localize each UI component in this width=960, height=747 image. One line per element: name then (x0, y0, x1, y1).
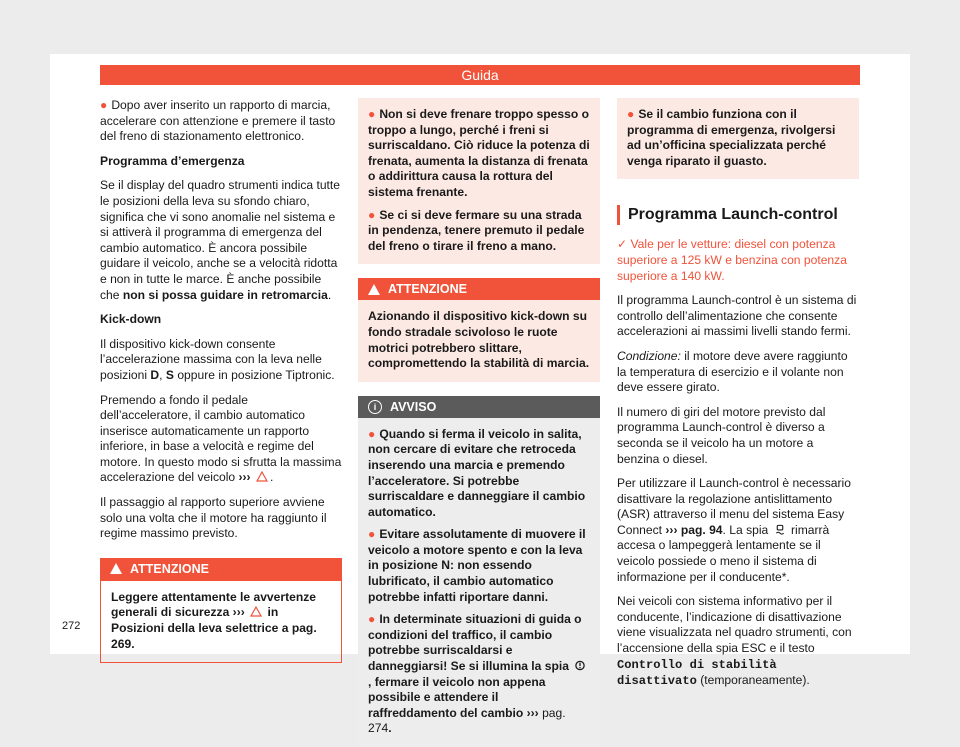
warning-box-body: Azionando il dispositivo kick-down su fondo stradale scivoloso le ruote motrici potrebbero slittare, compromettendo la stabilità di marcia. (358, 300, 600, 381)
emergency-paragraph: Se il display del quadro strumenti indica tutte le posizioni della leva su sfondo chiaro, significa che vi sono anomalie nel sistema e si attiverà il programma di emergenza del cambio automatico. È ancora possibile guidare il veicolo, anche se a velocità ridotta e non in tutte le marce. È anche possibile che non si possa guidare in retromarcia. (100, 178, 340, 302)
column-3 (617, 98, 859, 699)
bullet-icon: ● (100, 98, 108, 112)
cross-ref-link[interactable]: ››› (238, 470, 251, 485)
kickdown-paragraph-3: Il passaggio al rapporto superiore avviene solo una volta che il motore ha raggiunto il regime massimo previsto. (100, 495, 327, 541)
kickdown-paragraph-1: Il dispositivo kick-down consente l’accelerazione massima con la leva nelle posizioni D, S oppure in posizione Tiptronic. (100, 336, 335, 382)
cross-ref-link[interactable]: ››› (526, 705, 539, 720)
warning-box-2 (358, 278, 600, 381)
warning-triangle-icon (110, 563, 122, 574)
intro-paragraph: ● Dopo aver inserito un rapporto di marcia, accelerare con attenzione e premere il tasto del freno di stazionamento elettronico. (100, 98, 336, 144)
section-title: Programma Launch-control (617, 205, 859, 225)
notice-box-body (358, 418, 600, 747)
launch-paragraph-4: Per utilizzare il Launch-control è necessario disattivare la regolazione antislittamento (ASR) attraverso il menu del sistema Easy Connect ››› pag. 94. La spia rimarrà accesa o lampeggerà lentamente se il veicolo possiede o meno il sistema di informazione per il conducente*. (617, 476, 851, 584)
gearbox-warning-light-icon (574, 660, 586, 671)
check-icon: ✓ (617, 237, 628, 252)
page-number: 272 (62, 620, 81, 632)
list-item: ● Non si deve frenare troppo spesso o troppo a lungo, perché i freni si surriscaldano. Ciò riduce la potenza di frenata, aumenta la distanza di frenata o addirittura causa la rottura del sistema frenante. (368, 107, 590, 199)
launch-paragraph-3: Il numero di giri del motore previsto dal programma Launch-control è diverso a seconda se il veicolo ha un motore a benzina o diesel. (617, 404, 826, 466)
list-item: ● In determinate situazioni di guida o condizioni del traffico, il cambio potrebbe surriscaldarsi e danneggiarsi! Se si illumina la spia , fermare il veicolo non appena possibile e attendere il raffreddamento del cambio ››› pag. 274. (368, 612, 590, 737)
warning-continued-box (358, 98, 600, 264)
warning-box-1 (100, 558, 342, 663)
cross-ref-link[interactable]: ››› (232, 605, 245, 620)
list-item: ● Quando si ferma il veicolo in salita, non cercare di evitare che retroceda inserendo una marcia e premendo l’acceleratore. Si potrebbe surriscaldare e danneggiare il cambio automatico. (368, 426, 586, 519)
list-item: ● Se ci si deve fermare su una strada in pendenza, tenere premuto il pedale del freno o tirare il freno a mano. (368, 207, 585, 253)
warning-triangle-icon (256, 471, 268, 482)
warning-triangle-icon (250, 606, 262, 617)
kickdown-paragraph-2: Premendo a fondo il pedale dell’acceleratore, il cambio automatico inserisce automaticamente un rapporto inferiore, in base a velocità e regime del motore. In questo modo si sfrutta la massima accelerazione del veicolo ››› . (100, 392, 342, 485)
bullet-icon: ● (368, 207, 376, 222)
notice-box-header: i AVVISO (358, 396, 600, 418)
info-icon: i (368, 400, 382, 414)
bullet-icon: ● (368, 527, 376, 542)
emergency-heading: Programma d’emergenza (100, 153, 245, 168)
column-1 (100, 98, 342, 663)
list-item: ● Evitare assolutamente di muovere il veicolo a motore spento e con la leva in posizione N: non essendo lubrificato, il cambio automatico potrebbe infatti riportare danni. (368, 527, 586, 604)
column-2 (358, 98, 600, 747)
page-header: Guida (100, 65, 860, 85)
launch-paragraph-2: Condizione: il motore deve avere raggiunto la temperatura di esercizio e il volante non deve essere girato. (617, 348, 848, 395)
traction-control-light-icon (774, 524, 786, 535)
warning-box-body: Leggere attentamente le avvertenze generali di sicurezza ››› in Posizioni della leva selettrice a pag. 269. (100, 580, 342, 663)
launch-paragraph-1: Il programma Launch-control è un sistema di controllo dell’alimentazione che consente accelerazioni ai massimi livelli stando fermi. (617, 293, 857, 339)
warning-box-header: ATTENZIONE (358, 278, 600, 300)
kickdown-heading: Kick-down (100, 312, 162, 327)
launch-paragraph-5: Nei veicoli con sistema informativo per il conducente, l’indicazione di disattivazione viene visualizzata nel quadro strumenti, con l’accensione della spia ESC e il testo Controllo di stabilità disattivato (temporaneamente). (617, 594, 852, 689)
bullet-icon: ● (368, 107, 376, 121)
warning-box-header: ATTENZIONE (100, 558, 342, 580)
warning-triangle-icon (368, 284, 380, 295)
notice-box (358, 396, 600, 747)
cross-ref-link[interactable]: ››› (665, 522, 678, 537)
bullet-icon: ● (368, 426, 376, 441)
bullet-icon: ● (368, 612, 376, 627)
list-item: ● Se il cambio funziona con il programma di emergenza, rivolgersi ad un’officina specializzata perché venga riparato il guasto. (627, 107, 836, 168)
warning-continued-box (617, 98, 859, 179)
bullet-icon: ● (627, 107, 635, 121)
requirement-note: ✓ Vale per le vetture: diesel con potenza superiore a 125 kW e benzina con potenza superiore a 140 kW. (617, 237, 847, 283)
